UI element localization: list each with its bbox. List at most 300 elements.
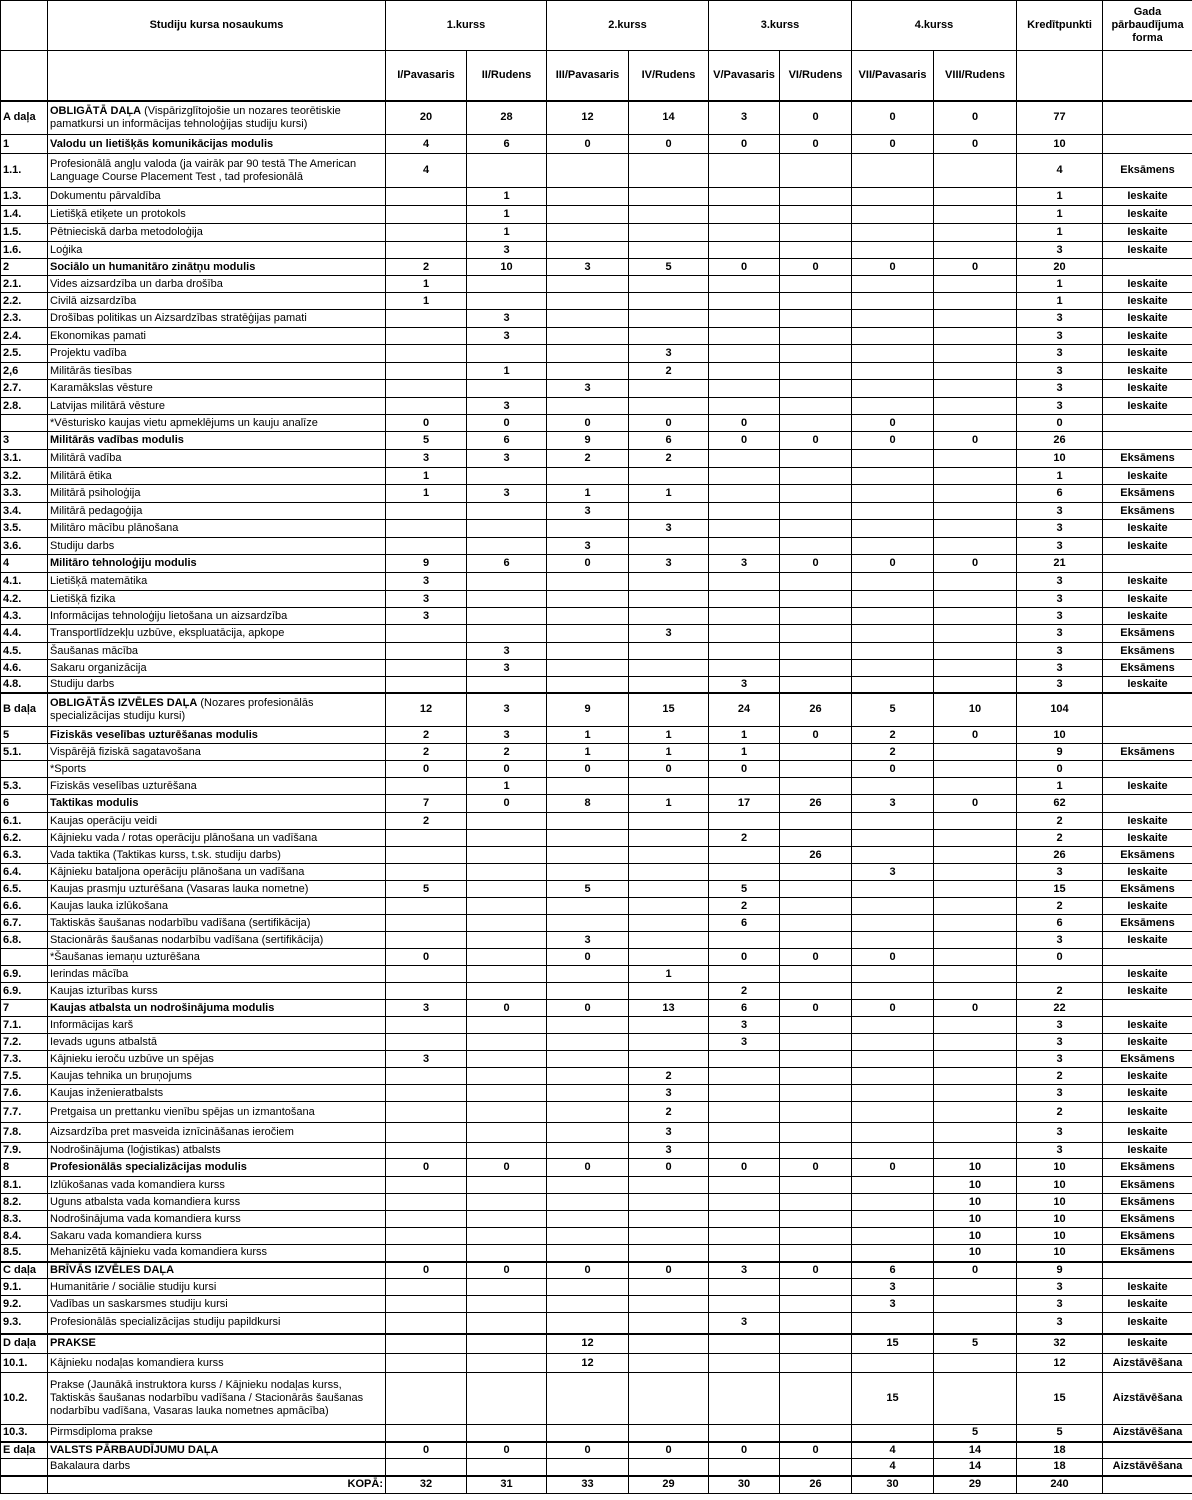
row-semester-value: 0 <box>467 1000 547 1017</box>
row-credits: 3 <box>1017 328 1103 345</box>
row-semester-value <box>780 1296 852 1313</box>
row-semester-value <box>780 503 852 520</box>
row-exam-form: Eksāmens <box>1103 1051 1192 1068</box>
row-semester-value <box>709 573 780 591</box>
row-semester-value <box>467 1279 547 1296</box>
row-semester-value <box>629 188 709 206</box>
row-semester-value: 2 <box>709 898 780 915</box>
row-semester-value <box>934 608 1017 625</box>
total-semester-value: 29 <box>629 1476 709 1494</box>
row-semester-value <box>467 608 547 625</box>
row-semester-value <box>386 1228 467 1245</box>
row-code: 5 <box>1 727 48 744</box>
row-semester-value <box>852 1085 934 1102</box>
row-credits: 3 <box>1017 380 1103 398</box>
row-course-name: Militārā pedagoģija <box>48 503 386 520</box>
module-row <box>1 259 1192 276</box>
row-credits: 3 <box>1017 608 1103 625</box>
table-row <box>1 503 1192 520</box>
row-semester-value: 3 <box>467 643 547 660</box>
row-semester-value <box>780 188 852 206</box>
row-semester-value <box>709 380 780 398</box>
row-semester-value <box>780 1034 852 1051</box>
row-course-name: Lietišķā matemātika <box>48 573 386 591</box>
row-semester-value <box>852 813 934 830</box>
row-semester-value <box>780 643 852 660</box>
row-semester-value <box>780 608 852 625</box>
row-credits: 3 <box>1017 538 1103 555</box>
row-semester-value <box>547 1296 629 1313</box>
row-semester-value <box>386 1459 467 1476</box>
row-semester-value <box>934 915 1017 932</box>
row-exam-form: Eksāmens <box>1103 847 1192 864</box>
row-code: 3.4. <box>1 503 48 520</box>
row-semester-value <box>467 154 547 188</box>
table-row <box>1 677 1192 693</box>
row-semester-value: 0 <box>780 1000 852 1017</box>
row-semester-value: 5 <box>386 881 467 898</box>
table-row <box>1 188 1192 206</box>
row-semester-value: 0 <box>780 101 852 135</box>
row-exam-form: Ieskaite <box>1103 398 1192 415</box>
row-credits: 0 <box>1017 761 1103 778</box>
row-course-name: VALSTS PĀRBAUDĪJUMU DAĻA <box>48 1442 386 1459</box>
table-row <box>1 660 1192 677</box>
total-credits: 240 <box>1017 1476 1103 1494</box>
row-semester-value <box>629 1279 709 1296</box>
row-credits: 6 <box>1017 485 1103 503</box>
row-semester-value <box>780 881 852 898</box>
row-semester-value <box>386 1085 467 1102</box>
row-exam-form: Ieskaite <box>1103 468 1192 485</box>
row-semester-value <box>547 293 629 310</box>
row-semester-value <box>629 276 709 293</box>
row-semester-value: 2 <box>629 363 709 380</box>
row-semester-value <box>934 380 1017 398</box>
row-semester-value <box>386 1194 467 1211</box>
row-course-name: Studiju darbs <box>48 538 386 555</box>
row-semester-value <box>852 1354 934 1373</box>
row-semester-value <box>547 276 629 293</box>
row-course-name: Profesionālā angļu valoda (ja vairāk par 90 testā The American Language Course Placement Test , tad profesionālā <box>48 154 386 188</box>
row-semester-value: 14 <box>934 1459 1017 1476</box>
row-credits: 22 <box>1017 1000 1103 1017</box>
row-semester-value <box>629 813 709 830</box>
row-semester-value <box>780 398 852 415</box>
row-semester-value <box>852 932 934 949</box>
total-semester-value: 33 <box>547 1476 629 1494</box>
row-semester-value: 3 <box>709 1034 780 1051</box>
header-semester: VIII/Rudens <box>934 51 1017 101</box>
row-code: 4 <box>1 555 48 573</box>
row-semester-value: 8 <box>547 795 629 813</box>
row-semester-value <box>780 591 852 608</box>
row-semester-value: 2 <box>386 744 467 761</box>
row-semester-value <box>780 1425 852 1442</box>
section-row <box>1 1442 1192 1459</box>
row-course-name: Nodrošinājuma vada komandiera kurss <box>48 1211 386 1228</box>
table-row <box>1 864 1192 881</box>
row-semester-value: 3 <box>629 625 709 643</box>
row-code: 4.8. <box>1 677 48 693</box>
row-semester-value <box>934 415 1017 432</box>
row-semester-value: 3 <box>629 345 709 363</box>
row-course-name: Valodu un lietišķās komunikācijas modulis <box>48 135 386 154</box>
row-exam-form: Eksāmens <box>1103 503 1192 520</box>
row-semester-value <box>629 1373 709 1425</box>
table-row <box>1 1068 1192 1085</box>
row-semester-value <box>934 1034 1017 1051</box>
row-semester-value <box>386 538 467 555</box>
row-exam-form: Eksāmens <box>1103 625 1192 643</box>
row-code: 6.2. <box>1 830 48 847</box>
row-exam-form <box>1103 555 1192 573</box>
row-code: 3 <box>1 432 48 450</box>
row-course-name: Militārā ētika <box>48 468 386 485</box>
row-course-name: Loģika <box>48 242 386 259</box>
row-semester-value <box>386 1425 467 1442</box>
row-course-name: Aizsardzība pret masveida iznīcināšanas ieročiem <box>48 1123 386 1143</box>
header-row-years <box>1 1 1192 51</box>
row-semester-value: 12 <box>547 101 629 135</box>
table-row <box>1 625 1192 643</box>
row-semester-value <box>467 1334 547 1354</box>
row-semester-value <box>386 520 467 538</box>
table-row <box>1 242 1192 259</box>
row-semester-value <box>467 1228 547 1245</box>
row-credits: 1 <box>1017 293 1103 310</box>
row-semester-value <box>852 1211 934 1228</box>
row-semester-value <box>852 1102 934 1123</box>
row-semester-value <box>386 830 467 847</box>
row-code: 3.6. <box>1 538 48 555</box>
row-exam-form: Eksāmens <box>1103 154 1192 188</box>
header-semester: IV/Rudens <box>629 51 709 101</box>
row-code: D daļa <box>1 1334 48 1354</box>
row-credits: 1 <box>1017 778 1103 795</box>
row-semester-value <box>386 1143 467 1159</box>
row-exam-form: Aizstāvēšana <box>1103 1354 1192 1373</box>
row-course-note: (Vispārizglītojošie un nozares teorētiskie pamatkursi un informācijas tehnoloģijas studiju kursi) <box>50 104 341 130</box>
row-semester-value <box>852 450 934 468</box>
table-row <box>1 1017 1192 1034</box>
row-semester-value <box>934 224 1017 242</box>
row-semester-value: 0 <box>467 1442 547 1459</box>
row-semester-value <box>709 503 780 520</box>
row-semester-value <box>629 1017 709 1034</box>
row-code <box>1 761 48 778</box>
row-semester-value: 3 <box>467 242 547 259</box>
section-row <box>1 693 1192 727</box>
row-semester-value: 2 <box>709 983 780 1000</box>
row-semester-value <box>629 328 709 345</box>
row-course-title: OBLIGĀTĀ DAĻA <box>50 104 142 117</box>
row-semester-value: 1 <box>467 778 547 795</box>
row-exam-form: Aizstāvēšana <box>1103 1425 1192 1442</box>
row-exam-form: Ieskaite <box>1103 591 1192 608</box>
row-semester-value: 0 <box>629 1159 709 1177</box>
row-code: 3.2. <box>1 468 48 485</box>
row-credits: 15 <box>1017 1373 1103 1425</box>
row-code: 2.7. <box>1 380 48 398</box>
row-credits: 3 <box>1017 363 1103 380</box>
row-course-name: *Šaušanas iemaņu uzturēšana <box>48 949 386 966</box>
row-credits: 0 <box>1017 415 1103 432</box>
row-exam-form <box>1103 432 1192 450</box>
row-semester-value <box>386 898 467 915</box>
row-credits: 10 <box>1017 1177 1103 1194</box>
row-semester-value <box>852 188 934 206</box>
row-semester-value <box>780 778 852 795</box>
row-semester-value <box>934 1051 1017 1068</box>
row-semester-value <box>386 1123 467 1143</box>
row-credits: 2 <box>1017 898 1103 915</box>
row-semester-value: 1 <box>467 188 547 206</box>
row-semester-value <box>934 1279 1017 1296</box>
row-semester-value <box>852 520 934 538</box>
row-course-name: Ievads uguns atbalstā <box>48 1034 386 1051</box>
row-semester-value: 0 <box>467 795 547 813</box>
header-row-semesters <box>1 51 1192 101</box>
header-semester: VII/Pavasaris <box>852 51 934 101</box>
module-row <box>1 1159 1192 1177</box>
row-semester-value <box>467 591 547 608</box>
row-semester-value <box>547 1228 629 1245</box>
row-semester-value: 3 <box>852 864 934 881</box>
row-semester-value <box>934 1296 1017 1313</box>
row-semester-value <box>852 1245 934 1262</box>
row-semester-value: 3 <box>386 1051 467 1068</box>
row-semester-value <box>547 778 629 795</box>
row-semester-value <box>547 1085 629 1102</box>
row-semester-value <box>934 188 1017 206</box>
row-semester-value <box>709 932 780 949</box>
row-code: 2.4. <box>1 328 48 345</box>
row-exam-form: Ieskaite <box>1103 1334 1192 1354</box>
row-code: 4.1. <box>1 573 48 591</box>
row-semester-value <box>934 625 1017 643</box>
row-semester-value <box>629 1296 709 1313</box>
row-exam-form: Eksāmens <box>1103 1245 1192 1262</box>
row-semester-value: 0 <box>709 949 780 966</box>
row-code: 8.2. <box>1 1194 48 1211</box>
row-semester-value: 2 <box>386 813 467 830</box>
row-semester-value <box>386 1354 467 1373</box>
header-semester: II/Rudens <box>467 51 547 101</box>
row-semester-value <box>709 966 780 983</box>
total-semester-value: 31 <box>467 1476 547 1494</box>
row-course-name: Militāro mācību plānošana <box>48 520 386 538</box>
row-credits: 3 <box>1017 660 1103 677</box>
module-row <box>1 432 1192 450</box>
row-semester-value: 3 <box>386 1000 467 1017</box>
row-semester-value <box>709 206 780 224</box>
row-semester-value <box>934 966 1017 983</box>
row-semester-value <box>629 573 709 591</box>
row-semester-value: 5 <box>934 1334 1017 1354</box>
row-semester-value: 0 <box>780 1262 852 1279</box>
row-exam-form: Eksāmens <box>1103 450 1192 468</box>
row-semester-value <box>934 328 1017 345</box>
row-semester-value: 0 <box>386 1159 467 1177</box>
row-credits: 3 <box>1017 242 1103 259</box>
row-semester-value <box>709 1279 780 1296</box>
row-semester-value <box>629 1459 709 1476</box>
header-course-name: Studiju kursa nosaukums <box>48 1 386 51</box>
row-semester-value <box>709 778 780 795</box>
row-semester-value: 1 <box>629 744 709 761</box>
row-semester-value <box>852 591 934 608</box>
row-semester-value: 3 <box>852 1296 934 1313</box>
row-semester-value <box>852 363 934 380</box>
row-semester-value: 2 <box>547 450 629 468</box>
row-semester-value <box>852 1425 934 1442</box>
row-semester-value <box>547 1194 629 1211</box>
row-semester-value <box>852 224 934 242</box>
row-semester-value <box>629 1034 709 1051</box>
row-semester-value <box>780 242 852 259</box>
row-semester-value <box>467 1313 547 1334</box>
row-semester-value <box>709 398 780 415</box>
row-semester-value: 0 <box>386 1262 467 1279</box>
row-semester-value: 10 <box>934 693 1017 727</box>
row-semester-value <box>467 625 547 643</box>
row-code: 7.8. <box>1 1123 48 1143</box>
row-semester-value <box>629 206 709 224</box>
header-credits: Kredītpunkti <box>1017 1 1103 51</box>
row-semester-value: 17 <box>709 795 780 813</box>
row-semester-value <box>547 915 629 932</box>
row-semester-value <box>852 1228 934 1245</box>
row-course-name: Vadības un saskarsmes studiju kursi <box>48 1296 386 1313</box>
row-semester-value: 0 <box>780 727 852 744</box>
row-semester-value: 1 <box>386 293 467 310</box>
row-semester-value: 0 <box>934 555 1017 573</box>
row-credits: 9 <box>1017 744 1103 761</box>
row-semester-value: 2 <box>709 830 780 847</box>
row-semester-value <box>934 276 1017 293</box>
row-semester-value: 3 <box>467 727 547 744</box>
row-semester-value: 3 <box>467 398 547 415</box>
row-semester-value <box>629 1425 709 1442</box>
row-exam-form: Ieskaite <box>1103 1143 1192 1159</box>
row-course-title: OBLIGĀTĀS IZVĒLES DAĻA <box>50 696 198 709</box>
row-semester-value <box>709 1068 780 1085</box>
row-semester-value <box>386 188 467 206</box>
row-credits: 3 <box>1017 864 1103 881</box>
row-semester-value <box>467 345 547 363</box>
row-credits: 26 <box>1017 847 1103 864</box>
row-code: 10.2. <box>1 1373 48 1425</box>
row-course-name: Stacionārās šaušanas nodarbību vadīšana (sertifikācija) <box>48 932 386 949</box>
row-semester-value <box>934 1068 1017 1085</box>
row-semester-value <box>852 1123 934 1143</box>
row-code: 1.4. <box>1 206 48 224</box>
table-row <box>1 1051 1192 1068</box>
row-credits: 2 <box>1017 983 1103 1000</box>
row-semester-value: 3 <box>547 380 629 398</box>
row-semester-value <box>547 1177 629 1194</box>
row-semester-value: 6 <box>852 1262 934 1279</box>
row-semester-value <box>852 1177 934 1194</box>
row-course-name: Vides aizsardzība un darba drošība <box>48 276 386 293</box>
row-semester-value: 0 <box>386 415 467 432</box>
row-course-name: Militārās tiesības <box>48 363 386 380</box>
row-code: 5.1. <box>1 744 48 761</box>
row-semester-value <box>386 1068 467 1085</box>
row-code: 7.3. <box>1 1051 48 1068</box>
row-semester-value: 0 <box>780 555 852 573</box>
row-semester-value: 0 <box>852 101 934 135</box>
row-semester-value <box>467 1194 547 1211</box>
row-semester-value <box>547 520 629 538</box>
row-semester-value <box>852 1068 934 1085</box>
row-semester-value <box>709 468 780 485</box>
row-semester-value: 14 <box>629 101 709 135</box>
row-code <box>1 949 48 966</box>
row-credits: 18 <box>1017 1442 1103 1459</box>
row-semester-value <box>386 1334 467 1354</box>
row-semester-value: 3 <box>852 1279 934 1296</box>
row-semester-value <box>852 1194 934 1211</box>
row-semester-value <box>852 242 934 259</box>
row-credits: 2 <box>1017 1068 1103 1085</box>
row-semester-value: 26 <box>780 847 852 864</box>
row-semester-value <box>467 538 547 555</box>
row-exam-form: Eksāmens <box>1103 1211 1192 1228</box>
row-semester-value <box>852 847 934 864</box>
row-course-name: Kaujas operāciju veidi <box>48 813 386 830</box>
row-semester-value <box>934 206 1017 224</box>
row-course-name: Humanitārie / sociālie studiju kursi <box>48 1279 386 1296</box>
row-semester-value <box>629 1051 709 1068</box>
row-semester-value <box>934 932 1017 949</box>
row-semester-value <box>467 1425 547 1442</box>
row-semester-value: 3 <box>629 1123 709 1143</box>
row-semester-value <box>386 643 467 660</box>
row-semester-value <box>386 398 467 415</box>
row-code: 7.9. <box>1 1143 48 1159</box>
row-semester-value: 0 <box>709 1159 780 1177</box>
row-credits: 6 <box>1017 915 1103 932</box>
row-course-name: Lietišķā etiķete un protokols <box>48 206 386 224</box>
row-semester-value <box>629 154 709 188</box>
row-code: 3.3. <box>1 485 48 503</box>
row-semester-value <box>467 1211 547 1228</box>
header-semester: V/Pavasaris <box>709 51 780 101</box>
row-semester-value: 1 <box>386 276 467 293</box>
row-semester-value <box>709 1211 780 1228</box>
row-semester-value <box>934 677 1017 693</box>
row-exam-form: Eksāmens <box>1103 1177 1192 1194</box>
row-semester-value <box>780 573 852 591</box>
row-semester-value <box>780 1177 852 1194</box>
row-credits: 3 <box>1017 345 1103 363</box>
row-semester-value <box>934 881 1017 898</box>
row-semester-value: 0 <box>547 1159 629 1177</box>
row-semester-value <box>709 1085 780 1102</box>
row-code: 1.3. <box>1 188 48 206</box>
row-semester-value <box>547 830 629 847</box>
row-semester-value <box>547 154 629 188</box>
row-semester-value: 3 <box>386 573 467 591</box>
row-exam-form <box>1103 693 1192 727</box>
row-semester-value <box>467 949 547 966</box>
row-course-name: Bakalaura darbs <box>48 1459 386 1476</box>
row-semester-value <box>629 468 709 485</box>
row-exam-form: Ieskaite <box>1103 520 1192 538</box>
row-exam-form <box>1103 101 1192 135</box>
